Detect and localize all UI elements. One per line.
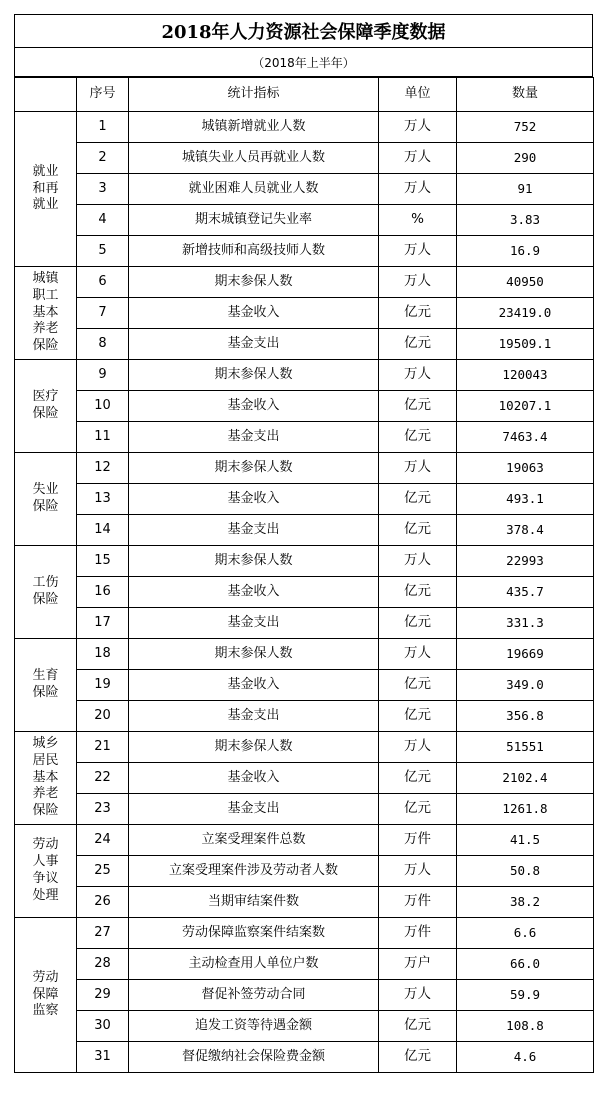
value-cell: 3.83	[457, 205, 594, 236]
indicator-cell: 期末参保人数	[129, 453, 379, 484]
document-title: 2018年人力资源社会保障季度数据	[14, 14, 593, 47]
indicator-cell: 当期审结案件数	[129, 887, 379, 918]
table-row	[15, 329, 594, 360]
table-row	[15, 143, 594, 174]
value-cell: 19063	[457, 453, 594, 484]
row-no-cell: 4	[77, 205, 129, 236]
table-row	[15, 422, 594, 453]
value-cell: 290	[457, 143, 594, 174]
indicator-cell: 期末参保人数	[129, 546, 379, 577]
row-no-cell: 19	[77, 670, 129, 701]
unit-cell: 万人	[379, 732, 457, 763]
unit-cell: 亿元	[379, 577, 457, 608]
row-no-cell: 1	[77, 112, 129, 143]
unit-cell: 万人	[379, 174, 457, 205]
indicator-cell: 督促缴纳社会保险费金额	[129, 1042, 379, 1073]
category-line: 处理	[32, 887, 59, 903]
value-cell: 356.8	[457, 701, 594, 732]
table-row	[15, 1042, 594, 1073]
value-cell: 51551	[457, 732, 594, 763]
category-line: 保险	[32, 685, 59, 700]
unit-cell: 万人	[379, 980, 457, 1011]
row-no-cell: 16	[77, 577, 129, 608]
value-cell: 19669	[457, 639, 594, 670]
indicator-cell: 督促补签劳动合同	[129, 980, 379, 1011]
value-cell: 493.1	[457, 484, 594, 515]
table-row	[15, 794, 594, 825]
value-cell: 752	[457, 112, 594, 143]
unit-cell: 万人	[379, 639, 457, 670]
table-row	[15, 1011, 594, 1042]
category-line: 工伤	[32, 575, 59, 591]
value-cell: 378.4	[457, 515, 594, 546]
row-no-cell: 14	[77, 515, 129, 546]
category-cell	[15, 112, 77, 267]
unit-cell: 亿元	[379, 794, 457, 825]
category-line: 保险	[32, 592, 59, 607]
table-header-row	[15, 78, 594, 112]
value-cell: 22993	[457, 546, 594, 577]
category-line: 养老	[32, 321, 59, 337]
category-line: 就业	[32, 197, 59, 213]
value-cell: 4.6	[457, 1042, 594, 1073]
indicator-cell: 追发工资等待遇金额	[129, 1011, 379, 1042]
header-unit: 单位	[379, 78, 457, 112]
row-no-cell: 2	[77, 143, 129, 174]
indicator-cell: 主动检查用人单位户数	[129, 949, 379, 980]
stats-document	[14, 14, 593, 1073]
category-cell	[15, 267, 77, 360]
indicator-cell: 城镇失业人员再就业人数	[129, 143, 379, 174]
category-line: 监察	[32, 1003, 59, 1019]
value-cell: 50.8	[457, 856, 594, 887]
header-qty: 数量	[457, 78, 594, 112]
table-row	[15, 763, 594, 794]
value-cell: 349.0	[457, 670, 594, 701]
unit-cell: 万人	[379, 453, 457, 484]
unit-cell: 万人	[379, 236, 457, 267]
category-line: 劳动	[32, 969, 59, 985]
value-cell: 7463.4	[457, 422, 594, 453]
row-no-cell: 20	[77, 701, 129, 732]
table-row	[15, 577, 594, 608]
table-row	[15, 453, 594, 484]
row-no-cell: 13	[77, 484, 129, 515]
row-no-cell: 24	[77, 825, 129, 856]
unit-cell: 万件	[379, 825, 457, 856]
table-row	[15, 391, 594, 422]
indicator-cell: 基金支出	[129, 515, 379, 546]
category-cell	[15, 639, 77, 732]
row-no-cell: 12	[77, 453, 129, 484]
unit-cell: 万件	[379, 918, 457, 949]
table-row	[15, 980, 594, 1011]
category-line: 和再	[32, 180, 59, 196]
header-category	[15, 78, 77, 112]
category-line: 职工	[32, 287, 59, 303]
category-line: 劳动	[32, 837, 59, 853]
table-row	[15, 546, 594, 577]
unit-cell: 万件	[379, 887, 457, 918]
table-row	[15, 639, 594, 670]
row-no-cell: 28	[77, 949, 129, 980]
indicator-cell: 立案受理案件涉及劳动者人数	[129, 856, 379, 887]
row-no-cell: 30	[77, 1011, 129, 1042]
document-subtitle: （2018年上半年）	[14, 47, 593, 77]
indicator-cell: 就业困难人员就业人数	[129, 174, 379, 205]
unit-cell: 万人	[379, 856, 457, 887]
unit-cell: 亿元	[379, 701, 457, 732]
category-line: 保险	[32, 499, 59, 514]
category-line: 争议	[32, 871, 59, 886]
table-row	[15, 732, 594, 763]
category-line: 城乡	[32, 735, 59, 751]
unit-cell: 亿元	[379, 1042, 457, 1073]
row-no-cell: 26	[77, 887, 129, 918]
category-line: 基本	[32, 304, 59, 320]
value-cell: 1261.8	[457, 794, 594, 825]
unit-cell: 亿元	[379, 422, 457, 453]
row-no-cell: 7	[77, 298, 129, 329]
table-row	[15, 949, 594, 980]
table-row	[15, 484, 594, 515]
value-cell: 16.9	[457, 236, 594, 267]
value-cell: 108.8	[457, 1011, 594, 1042]
table-row	[15, 174, 594, 205]
value-cell: 91	[457, 174, 594, 205]
category-line: 生育	[32, 668, 59, 684]
value-cell: 38.2	[457, 887, 594, 918]
indicator-cell: 基金支出	[129, 329, 379, 360]
indicator-cell: 基金收入	[129, 577, 379, 608]
row-no-cell: 29	[77, 980, 129, 1011]
indicator-cell: 基金收入	[129, 670, 379, 701]
stats-table	[14, 77, 594, 1073]
category-line: 城镇	[32, 270, 59, 286]
category-line: 基本	[32, 769, 59, 785]
category-cell	[15, 732, 77, 825]
indicator-cell: 基金支出	[129, 701, 379, 732]
row-no-cell: 6	[77, 267, 129, 298]
row-no-cell: 31	[77, 1042, 129, 1073]
row-no-cell: 22	[77, 763, 129, 794]
indicator-cell: 劳动保障监察案件结案数	[129, 918, 379, 949]
indicator-cell: 期末参保人数	[129, 639, 379, 670]
value-cell: 59.9	[457, 980, 594, 1011]
unit-cell: 万人	[379, 360, 457, 391]
unit-cell: 亿元	[379, 1011, 457, 1042]
category-line: 人事	[32, 854, 59, 870]
unit-cell: 万人	[379, 267, 457, 298]
unit-cell: 万人	[379, 112, 457, 143]
table-row	[15, 608, 594, 639]
category-line: 医疗	[32, 389, 59, 405]
row-no-cell: 23	[77, 794, 129, 825]
value-cell: 120043	[457, 360, 594, 391]
value-cell: 23419.0	[457, 298, 594, 329]
indicator-cell: 基金支出	[129, 794, 379, 825]
category-cell	[15, 918, 77, 1073]
category-line: 居民	[32, 752, 59, 768]
header-no: 序号	[77, 78, 129, 112]
table-row	[15, 825, 594, 856]
unit-cell: 亿元	[379, 391, 457, 422]
unit-cell: 亿元	[379, 763, 457, 794]
row-no-cell: 27	[77, 918, 129, 949]
category-cell	[15, 825, 77, 918]
row-no-cell: 15	[77, 546, 129, 577]
value-cell: 40950	[457, 267, 594, 298]
value-cell: 66.0	[457, 949, 594, 980]
row-no-cell: 17	[77, 608, 129, 639]
value-cell: 10207.1	[457, 391, 594, 422]
table-row	[15, 267, 594, 298]
indicator-cell: 期末参保人数	[129, 732, 379, 763]
table-row	[15, 918, 594, 949]
unit-cell: 亿元	[379, 484, 457, 515]
table-row	[15, 701, 594, 732]
value-cell: 331.3	[457, 608, 594, 639]
unit-cell: 万户	[379, 949, 457, 980]
category-line: 保险	[32, 338, 59, 354]
category-line: 失业	[32, 482, 59, 498]
unit-cell: 万人	[379, 143, 457, 174]
indicator-cell: 期末参保人数	[129, 267, 379, 298]
unit-cell: 亿元	[379, 608, 457, 639]
table-row	[15, 515, 594, 546]
unit-cell: 亿元	[379, 515, 457, 546]
indicator-cell: 基金收入	[129, 763, 379, 794]
row-no-cell: 8	[77, 329, 129, 360]
category-line: 就业	[32, 163, 59, 179]
unit-cell: %	[379, 205, 457, 236]
indicator-cell: 立案受理案件总数	[129, 825, 379, 856]
indicator-cell: 基金支出	[129, 608, 379, 639]
category-cell	[15, 360, 77, 453]
unit-cell: 亿元	[379, 329, 457, 360]
category-line: 保障	[32, 986, 59, 1002]
table-body	[15, 112, 594, 1073]
table-row	[15, 236, 594, 267]
indicator-cell: 基金支出	[129, 422, 379, 453]
row-no-cell: 18	[77, 639, 129, 670]
value-cell: 435.7	[457, 577, 594, 608]
category-line: 保险	[32, 803, 59, 819]
table-row	[15, 298, 594, 329]
row-no-cell: 10	[77, 391, 129, 422]
table-row	[15, 887, 594, 918]
indicator-cell: 期末城镇登记失业率	[129, 205, 379, 236]
category-line: 保险	[32, 406, 59, 421]
indicator-cell: 基金收入	[129, 391, 379, 422]
row-no-cell: 21	[77, 732, 129, 763]
value-cell: 41.5	[457, 825, 594, 856]
value-cell: 19509.1	[457, 329, 594, 360]
row-no-cell: 11	[77, 422, 129, 453]
unit-cell: 亿元	[379, 298, 457, 329]
indicator-cell: 基金收入	[129, 484, 379, 515]
indicator-cell: 新增技师和高级技师人数	[129, 236, 379, 267]
row-no-cell: 25	[77, 856, 129, 887]
value-cell: 6.6	[457, 918, 594, 949]
table-row	[15, 205, 594, 236]
value-cell: 2102.4	[457, 763, 594, 794]
row-no-cell: 9	[77, 360, 129, 391]
category-cell	[15, 546, 77, 639]
table-row	[15, 856, 594, 887]
unit-cell: 万人	[379, 546, 457, 577]
category-cell	[15, 453, 77, 546]
category-line: 养老	[32, 786, 59, 802]
table-row	[15, 360, 594, 391]
unit-cell: 亿元	[379, 670, 457, 701]
indicator-cell: 城镇新增就业人数	[129, 112, 379, 143]
indicator-cell: 期末参保人数	[129, 360, 379, 391]
header-indicator: 统计指标	[129, 78, 379, 112]
row-no-cell: 5	[77, 236, 129, 267]
indicator-cell: 基金收入	[129, 298, 379, 329]
table-row	[15, 112, 594, 143]
row-no-cell: 3	[77, 174, 129, 205]
table-row	[15, 670, 594, 701]
